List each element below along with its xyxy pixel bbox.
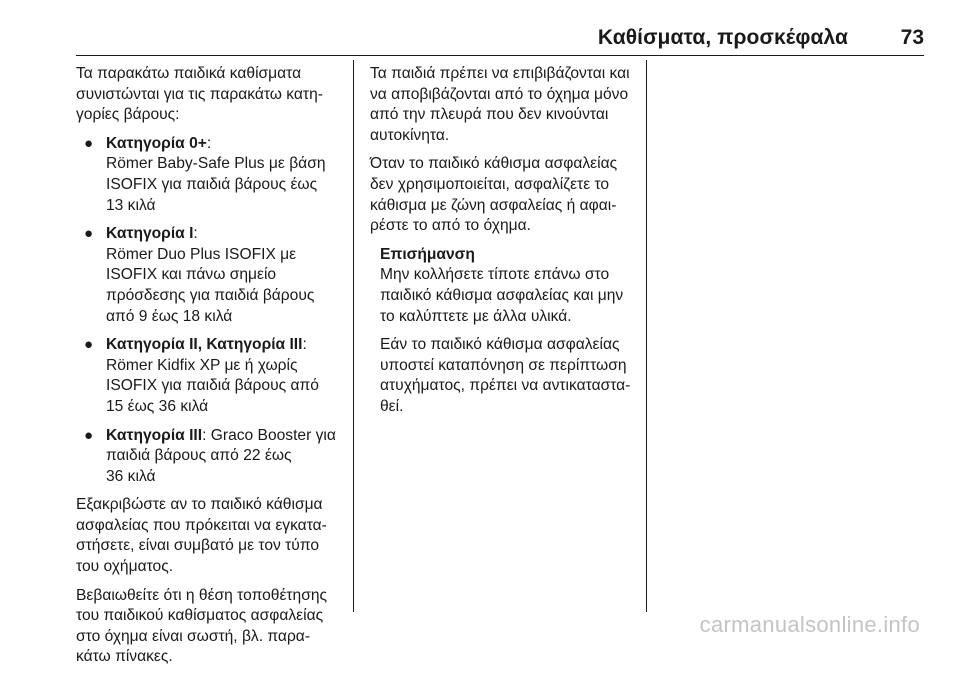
text-line: ISOFIX και πάνω σημείο xyxy=(106,266,277,284)
boarding-paragraph xyxy=(370,64,642,146)
list-item xyxy=(76,134,350,216)
notice-box xyxy=(380,245,642,418)
list-item xyxy=(76,335,350,417)
text-line: Βεβαιωθείτε ότι η θέση τοποθέτησης xyxy=(76,586,328,604)
text-line: Römer Baby-Safe Plus με βάση xyxy=(106,155,326,173)
category-suffix: : Graco Booster για xyxy=(202,426,336,444)
column-divider xyxy=(353,60,354,612)
category-suffix: : xyxy=(193,225,198,243)
text-line: του παιδικού καθίσματος ασφαλείας xyxy=(76,607,324,625)
column-divider-right xyxy=(646,60,647,612)
notice-title: Επισήμανση xyxy=(380,245,475,263)
text-line: Μην κολλήσετε τίποτε επάνω στο xyxy=(380,266,610,284)
text-line: από την πλευρά που δεν κινούνται xyxy=(370,106,609,124)
text-line: γορίες βάρους: xyxy=(76,106,180,124)
unused-seat-paragraph xyxy=(370,154,642,236)
list-item xyxy=(76,426,350,488)
page-number: 73 xyxy=(900,26,924,49)
text-line: στο όχημα είναι σωστή, βλ. παρα- xyxy=(76,627,311,645)
text-line: ατυχήματος, πρέπει να αντικαταστα- xyxy=(380,377,631,395)
notice-paragraph xyxy=(380,335,642,417)
text-line: παιδικό κάθισμα ασφαλείας και μην xyxy=(380,286,624,304)
watermark: carmanualsonline.info xyxy=(699,612,920,637)
header-rule xyxy=(76,55,924,56)
text-line: να αποβιβάζονται από το όχημα μόνο xyxy=(370,85,629,103)
text-line: Εάν το παιδικό κάθισμα ασφαλείας xyxy=(380,336,620,354)
text-line: Römer Kidfix XP με ή χωρίς xyxy=(106,356,298,374)
text-line: αυτοκίνητα. xyxy=(370,126,450,144)
text-line: Τα παιδιά πρέπει να επιβιβάζονται και xyxy=(370,65,630,82)
page-header xyxy=(0,0,960,58)
category-suffix: : xyxy=(206,134,212,152)
text-line: υποστεί καταπόνηση σε περίπτωση xyxy=(380,356,627,374)
text-line: 15 έως 36 κιλά xyxy=(106,397,209,415)
category-label: Κατηγορία III xyxy=(106,426,203,444)
text-line: ISOFIX για παιδιά βάρους έως xyxy=(106,175,318,193)
notice-paragraph xyxy=(380,265,642,327)
text-line: 36 κιλά xyxy=(106,467,156,485)
text-line: Römer Duo Plus ISOFIX με xyxy=(106,245,297,263)
right-column xyxy=(370,64,642,426)
text-line: κάτω πίνακες. xyxy=(76,648,173,666)
bullet-icon: ● xyxy=(84,225,94,243)
text-line: ISOFIX για παιδιά βάρους από xyxy=(106,377,319,395)
bullet-icon: ● xyxy=(84,134,94,152)
text-line: στήσετε, είναι συμβατό με τον τύπο xyxy=(76,537,320,555)
text-line: το καλύπτετε με άλλα υλικά. xyxy=(380,307,572,325)
text-line: κάθισμα με ζώνη ασφαλείας ή αφαι- xyxy=(370,196,617,214)
bullet-icon: ● xyxy=(84,336,94,354)
text-line: Εξακριβώστε αν το παιδικό κάθισμα xyxy=(76,496,323,514)
text-line: από 9 έως 18 κιλά xyxy=(106,307,233,325)
text-line: ρέστε το από το όχημα. xyxy=(370,217,532,235)
list-item xyxy=(76,224,350,327)
text-line: πρόσδεσης για παιδιά βάρους xyxy=(106,286,315,304)
category-label: Κατηγορία I xyxy=(106,225,194,243)
category-suffix: : xyxy=(302,336,307,354)
bullet-icon: ● xyxy=(84,426,94,444)
text-line: συνιστώνται για τις παρακάτω κατη- xyxy=(76,85,323,103)
intro-paragraph xyxy=(76,64,350,126)
category-label: Κατηγορία II, Κατηγορία III xyxy=(106,336,303,354)
text-line: δεν χρησιμοποιείται, ασφαλίζετε το xyxy=(370,175,610,193)
text-line: Τα παρακάτω παιδικά καθίσματα xyxy=(76,65,302,82)
position-paragraph xyxy=(76,586,350,668)
category-label: Κατηγορία 0+ xyxy=(106,134,207,152)
text-line: Όταν το παιδικό κάθισμα ασφαλείας xyxy=(370,155,618,173)
category-list xyxy=(76,134,350,488)
text-line: ασφαλείας που πρόκειται να εγκατα- xyxy=(76,516,327,534)
compatibility-paragraph xyxy=(76,495,350,577)
left-column xyxy=(76,64,350,676)
text-line: θεί. xyxy=(380,397,404,415)
page-title: Καθίσματα, προσκέφαλα xyxy=(597,26,848,49)
text-line: παιδιά βάρους από 22 έως xyxy=(106,447,292,465)
text-line: του οχήματος. xyxy=(76,558,174,576)
text-line: 13 κιλά xyxy=(106,196,156,214)
